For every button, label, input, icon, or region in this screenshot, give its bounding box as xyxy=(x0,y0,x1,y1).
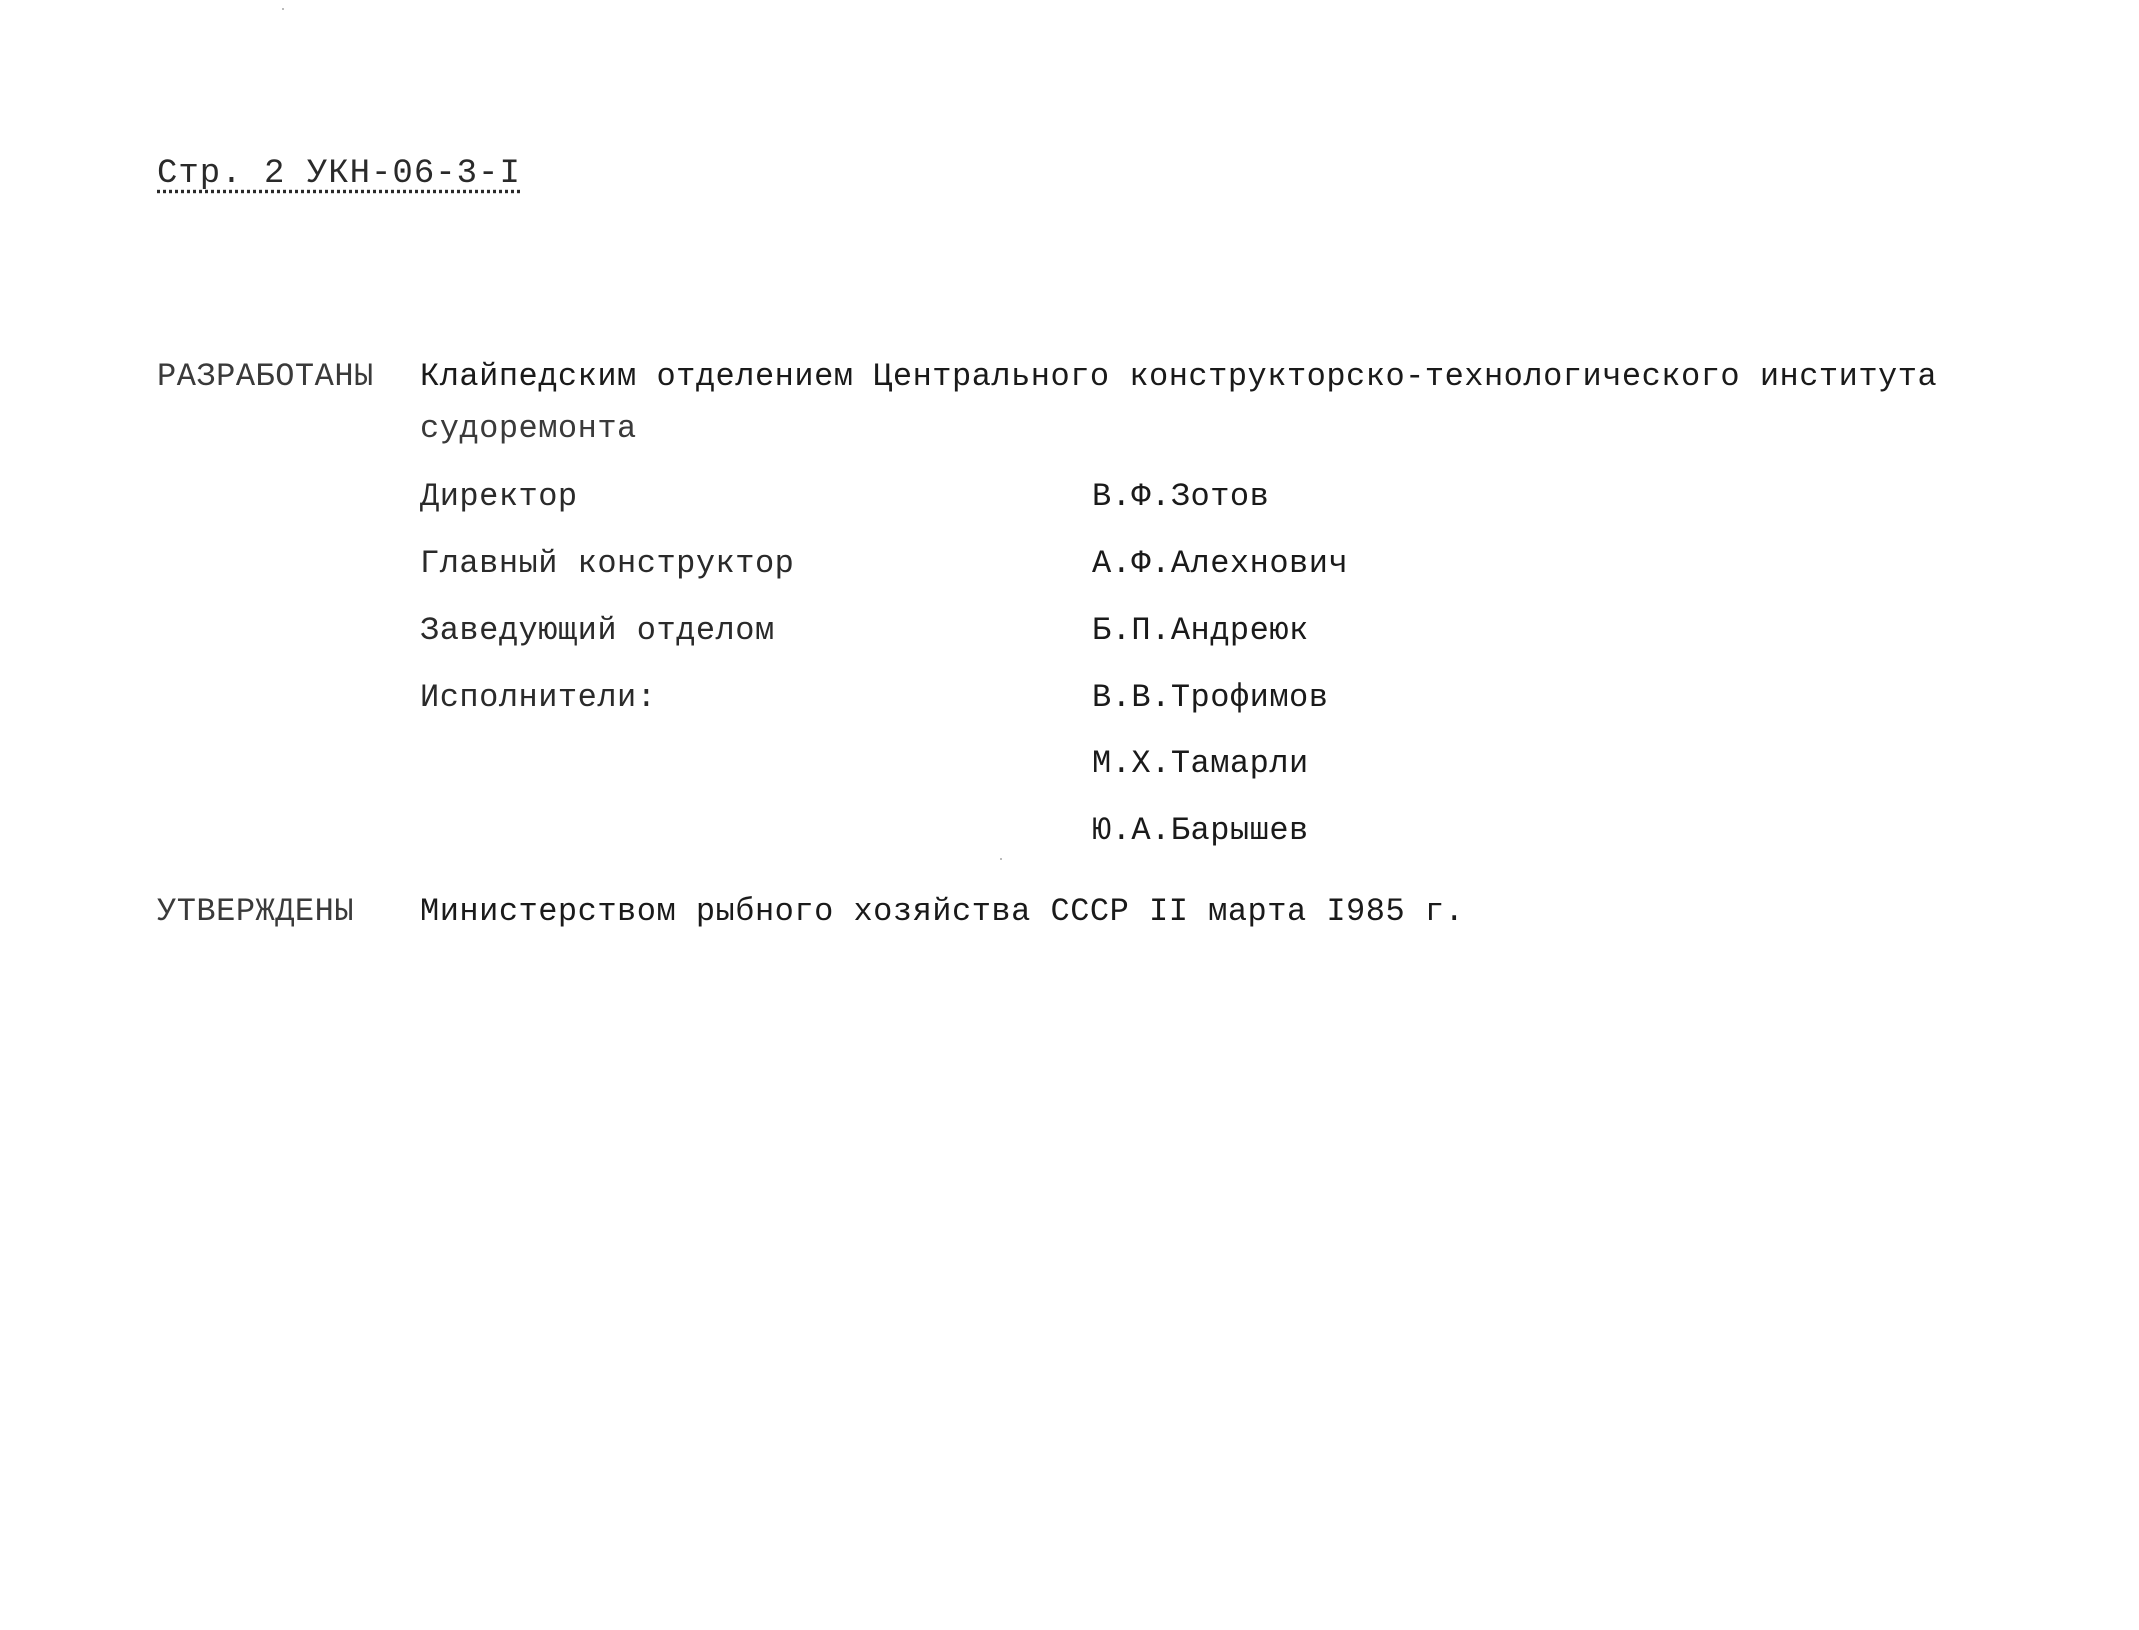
scan-speck xyxy=(1000,858,1002,860)
developed-label: РАЗРАБОТАНЫ xyxy=(157,358,374,395)
approved-label: УТВЕРЖДЕНЫ xyxy=(157,893,355,930)
staff-role-department-head: Заведующий отделом xyxy=(420,612,775,649)
developed-org-line-1: Клайпедским отделением Центрального конструкторско-технологического института xyxy=(420,358,1938,395)
staff-role-executors: Исполнители: xyxy=(420,679,657,716)
staff-name-department-head: Б.П.Андреюк xyxy=(1092,612,1309,649)
page-header: Стр. 2 УКН-06-3-I xyxy=(157,155,521,193)
staff-name-executor-3: Ю.А.Барышев xyxy=(1092,812,1309,849)
staff-name-director: В.Ф.Зотов xyxy=(1092,478,1270,515)
staff-name-executor-1: В.В.Трофимов xyxy=(1092,679,1329,716)
staff-name-executor-2: М.Х.Тамарли xyxy=(1092,745,1309,782)
scan-speck xyxy=(282,8,284,10)
staff-role-chief-designer: Главный конструктор xyxy=(420,545,795,582)
staff-name-chief-designer: А.Ф.Алехнович xyxy=(1092,545,1349,582)
staff-role-director: Директор xyxy=(420,478,578,515)
approved-text: Министерством рыбного хозяйства СССР II марта I985 г. xyxy=(420,893,1465,930)
developed-org-line-2: судоремонта xyxy=(420,410,637,447)
